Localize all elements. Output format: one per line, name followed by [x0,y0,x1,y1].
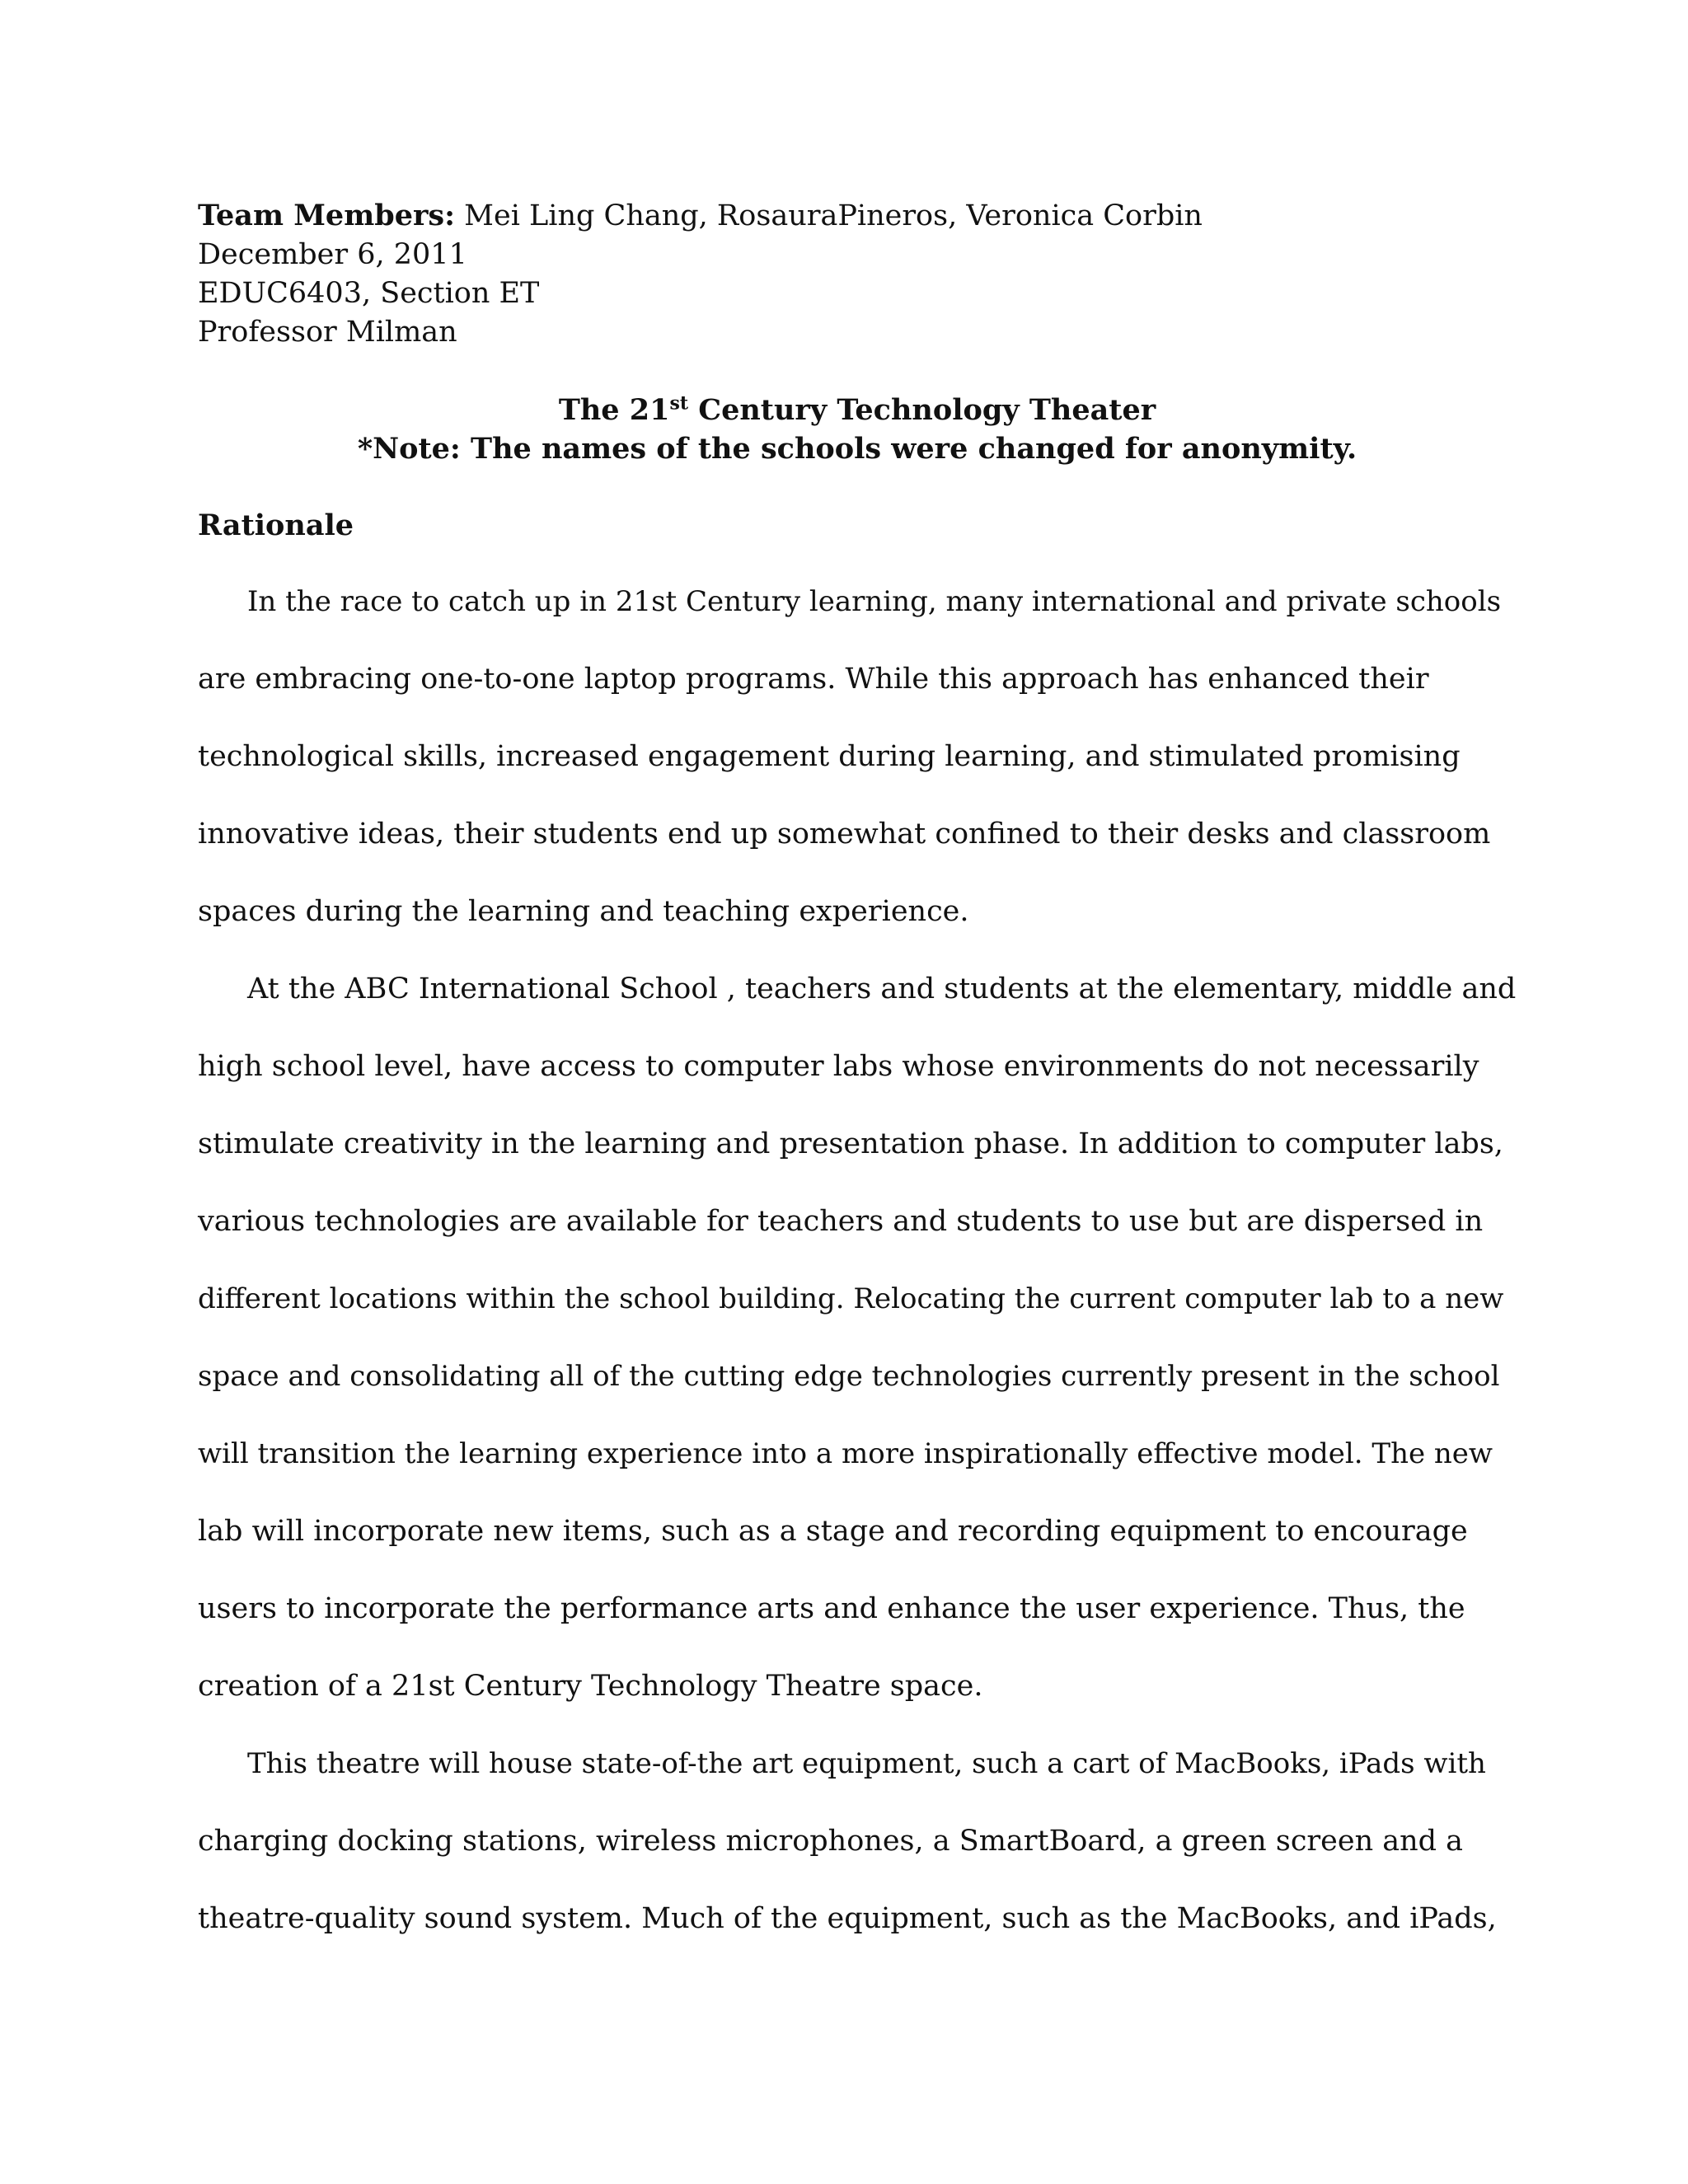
body-line: lab will incorporate new items, such as a stage and recording equipment to encourage [198,1515,1468,1548]
team-members-line [198,196,1517,236]
document-content [198,196,1517,1977]
body-line: stimulate creativity in the learning and presentation phase. In addition to computer labs, [198,1127,1503,1160]
course-line: EDUC6403, Section ET [198,277,540,310]
body-line: This theatre will house state-of-the art equipment, such a cart of MacBooks, iPads with [247,1747,1486,1780]
anonymity-note: *Note: The names of the schools were changed for anonymity. [357,432,1357,466]
date-line: December 6, 2011 [198,238,467,271]
team-members-names: Mei Ling Chang, RosauraPineros, Veronica Corbin [455,199,1203,232]
body-line: various technologies are available for teachers and students to use but are dispersed in [198,1205,1484,1238]
body-line: different locations within the school building. Relocating the current computer lab to a new [198,1282,1504,1315]
body-line: charging docking stations, wireless microphones, a SmartBoard, a green screen and a [198,1825,1464,1858]
body-line: will transition the learning experience into a more inspirationally effective model. The new [198,1437,1493,1470]
title-block [198,391,1517,468]
professor-line: Professor Milman [198,316,457,349]
header-block [198,196,1517,352]
body-line: creation of a 21st Century Technology Theatre space. [198,1670,983,1703]
title-suffix: Century Technology Theater [688,393,1156,427]
team-members-label: Team Members: [198,199,456,232]
body-text [198,583,1517,1977]
body-line: technological skills, increased engagement during learning, and stimulated promising [198,740,1461,773]
section-heading-rationale: Rationale [198,509,354,542]
title-superscript: st [669,392,689,415]
title-prefix: The 21 [558,393,670,427]
body-line: In the race to catch up in 21st Century learning, many international and private schools [247,585,1502,618]
body-line: space and consolidating all of the cutting edge technologies currently present in the school [198,1360,1500,1393]
body-line: theatre-quality sound system. Much of the equipment, such as the MacBooks, and iPads, [198,1902,1497,1935]
body-line: high school level, have access to computer labs whose environments do not necessarily [198,1050,1479,1083]
body-line: spaces during the learning and teaching experience. [198,895,969,928]
document-title [198,391,1517,429]
body-line: At the ABC International School , teachers and students at the elementary, middle and [247,972,1517,1005]
body-line: users to incorporate the performance arts and enhance the user experience. Thus, the [198,1592,1465,1625]
body-line: are embracing one-to-one laptop programs. While this approach has enhanced their [198,663,1429,696]
body-line: innovative ideas, their students end up somewhat confined to their desks and classroom [198,818,1491,851]
